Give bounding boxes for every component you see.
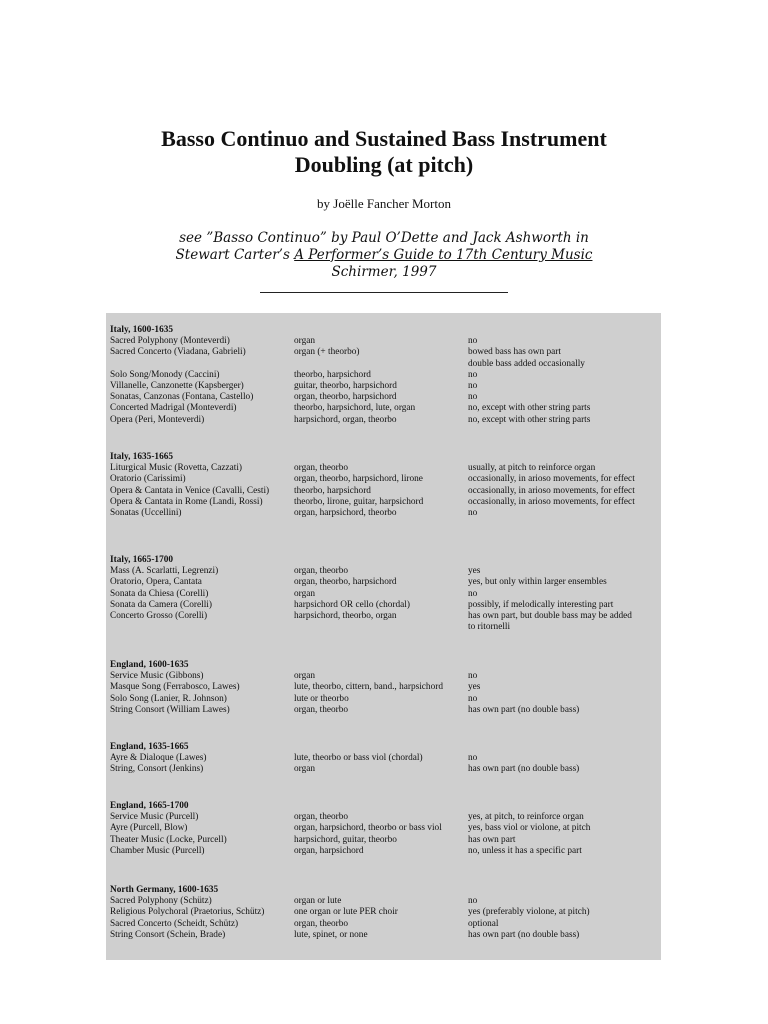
table-row bbox=[106, 682, 661, 693]
doubling-cell: yes (preferably violone, at pitch) bbox=[468, 907, 590, 918]
work-cell: String, Consort (Jenkins) bbox=[110, 764, 204, 775]
table-row bbox=[106, 896, 661, 907]
section-heading: Italy, 1600-1635 bbox=[110, 325, 174, 335]
work-cell: Sonata da Chiesa (Corelli) bbox=[110, 588, 209, 599]
doubling-cell: occasionally, in arioso movements, for effect bbox=[468, 474, 635, 485]
instruments-cell: organ bbox=[294, 588, 315, 599]
work-cell: Sacred Polyphony (Schütz) bbox=[110, 896, 212, 907]
table-row bbox=[106, 577, 661, 588]
doubling-cell: bowed bass has own part bbox=[468, 347, 561, 358]
table-row bbox=[106, 566, 661, 577]
work-cell: Oratorio, Opera, Cantata bbox=[110, 577, 202, 588]
table-row bbox=[106, 392, 661, 403]
doubling-cell: has own part (no double bass) bbox=[468, 704, 580, 715]
doubling-cell: has own part, but double bass may be added bbox=[468, 611, 632, 621]
section-heading: North Germany, 1600-1635 bbox=[110, 885, 219, 895]
table-row bbox=[106, 671, 661, 682]
instruments-cell: organ, theorbo bbox=[294, 704, 349, 715]
work-cell: Sonatas, Canzonas (Fontana, Castello) bbox=[110, 392, 254, 403]
instruments-cell: guitar, theorbo, harpsichord bbox=[294, 381, 397, 391]
instruments-cell: organ, theorbo bbox=[294, 812, 349, 823]
table-row bbox=[106, 336, 661, 347]
doubling-cell: no bbox=[468, 381, 478, 391]
doubling-cell: no bbox=[468, 588, 478, 599]
table-row bbox=[106, 907, 661, 918]
table-row bbox=[106, 835, 661, 846]
title-line-2: Doubling (at pitch) bbox=[294, 152, 474, 177]
doubling-cell: yes, at pitch, to reinforce organ bbox=[468, 812, 584, 823]
instruments-cell: harpsichord, guitar, theorbo bbox=[294, 834, 397, 845]
instruments-cell: organ, theorbo bbox=[294, 463, 349, 474]
table-row bbox=[106, 812, 661, 823]
table-row bbox=[106, 694, 661, 705]
work-cell: Religious Polychoral (Praetorius, Schütz) bbox=[110, 907, 265, 918]
work-cell: Sacred Concerto (Scheidt, Schütz) bbox=[110, 918, 239, 929]
doubling-cell: yes, but only within larger ensembles bbox=[468, 577, 607, 588]
work-cell: Opera & Cantata in Rome (Landi, Rossi) bbox=[110, 496, 263, 507]
author-byline: by Joëlle Fancher Morton bbox=[317, 196, 451, 211]
instruments-cell: lute, theorbo, cittern, band., harpsichord bbox=[294, 682, 443, 693]
instruments-cell: organ bbox=[294, 671, 315, 682]
instruments-cell: organ, theorbo, harpsichord, lirone bbox=[294, 474, 423, 485]
doubling-cell: no, except with other string parts bbox=[468, 403, 591, 414]
doubling-table bbox=[106, 313, 661, 960]
doubling-cell: no bbox=[468, 369, 478, 380]
document-title bbox=[0, 126, 768, 178]
section-heading: England, 1635-1665 bbox=[110, 742, 189, 752]
doubling-cell: occasionally, in arioso movements, for effect bbox=[468, 496, 635, 507]
instruments-cell: organ, harpsichord bbox=[294, 845, 364, 856]
title-line-1: Basso Continuo and Sustained Bass Instrument bbox=[161, 126, 607, 151]
table-row bbox=[106, 705, 661, 716]
table-row bbox=[106, 622, 661, 633]
doubling-cell: no, unless it has a specific part bbox=[468, 845, 582, 856]
doubling-cell: no bbox=[468, 336, 478, 347]
instruments-cell: lute or theorbo bbox=[294, 693, 349, 704]
work-cell: Concerted Madrigal (Monteverdi) bbox=[110, 403, 237, 414]
instruments-cell: organ, harpsichord, theorbo bbox=[294, 508, 397, 518]
work-cell: Ayre & Dialoque (Lawes) bbox=[110, 753, 207, 764]
table-row bbox=[106, 919, 661, 930]
table-row bbox=[106, 463, 661, 474]
work-cell: Chamber Music (Purcell) bbox=[110, 845, 205, 856]
instruments-cell: organ bbox=[294, 764, 315, 775]
work-cell: Opera (Peri, Monteverdi) bbox=[110, 414, 205, 425]
work-cell: Theater Music (Locke, Purcell) bbox=[110, 834, 227, 845]
table-row bbox=[106, 930, 661, 941]
doubling-cell: no, except with other string parts bbox=[468, 414, 591, 425]
doubling-cell: possibly, if melodically interesting part bbox=[468, 599, 614, 610]
doubling-cell: no bbox=[468, 693, 478, 704]
table-row bbox=[106, 600, 661, 611]
table-row bbox=[106, 370, 661, 381]
separator-rule bbox=[260, 292, 508, 293]
instruments-cell: theorbo, harpsichord bbox=[294, 369, 371, 380]
work-cell: Oratorio (Carissimi) bbox=[110, 474, 186, 485]
table-row bbox=[106, 486, 661, 497]
reference-pre: see ”Basso Continuo” by Paul O’Dette and Jack Ashworth in Stewart Carter’s bbox=[175, 230, 589, 263]
section-heading: Italy, 1635-1665 bbox=[110, 452, 174, 462]
work-cell: Sonata da Camera (Corelli) bbox=[110, 599, 212, 610]
instruments-cell: theorbo, harpsichord bbox=[294, 485, 371, 496]
instruments-cell: organ bbox=[294, 336, 315, 347]
doubling-cell: yes bbox=[468, 566, 481, 577]
work-cell: Liturgical Music (Rovetta, Cazzati) bbox=[110, 463, 243, 474]
table-row bbox=[106, 589, 661, 600]
work-cell: Sonatas (Uccellini) bbox=[110, 508, 182, 518]
section-heading: England, 1665-1700 bbox=[110, 801, 189, 811]
doubling-cell: no bbox=[468, 392, 478, 403]
work-cell: Service Music (Gibbons) bbox=[110, 671, 204, 682]
instruments-cell: harpsichord OR cello (chordal) bbox=[294, 599, 410, 610]
reference-note bbox=[150, 230, 618, 281]
table-row bbox=[106, 403, 661, 414]
reference-book-title: A Performer’s Guide to 17th Century Music bbox=[294, 247, 593, 263]
table-row bbox=[106, 508, 661, 519]
instruments-cell: one organ or lute PER choir bbox=[294, 907, 398, 918]
doubling-cell: no bbox=[468, 508, 478, 518]
table-row bbox=[106, 347, 661, 358]
reference-post: Schirmer, 1997 bbox=[331, 264, 437, 280]
work-cell: Villanelle, Canzonette (Kapsberger) bbox=[110, 381, 244, 391]
table-row bbox=[106, 611, 661, 622]
instruments-cell: organ, theorbo, harpsichord bbox=[294, 392, 397, 403]
doubling-cell: optional bbox=[468, 918, 499, 929]
table-row bbox=[106, 415, 661, 426]
doubling-cell: double bass added occasionally bbox=[468, 358, 585, 369]
doubling-cell: usually, at pitch to reinforce organ bbox=[468, 463, 596, 474]
instruments-cell: theorbo, lirone, guitar, harpsichord bbox=[294, 496, 424, 507]
doubling-cell: yes bbox=[468, 682, 481, 693]
section-heading: England, 1600-1635 bbox=[110, 660, 189, 670]
doubling-cell: no bbox=[468, 753, 478, 764]
table-row bbox=[106, 846, 661, 857]
instruments-cell: harpsichord, organ, theorbo bbox=[294, 414, 397, 425]
table-row bbox=[106, 497, 661, 508]
work-cell: Concerto Grosso (Corelli) bbox=[110, 611, 208, 621]
work-cell: Service Music (Purcell) bbox=[110, 812, 199, 823]
work-cell: Masque Song (Ferrabosco, Lawes) bbox=[110, 682, 240, 693]
work-cell: Ayre (Purcell, Blow) bbox=[110, 823, 188, 834]
instruments-cell: harpsichord, theorbo, organ bbox=[294, 611, 397, 621]
instruments-cell: lute, theorbo or bass viol (chordal) bbox=[294, 753, 423, 764]
instruments-cell: theorbo, harpsichord, lute, organ bbox=[294, 403, 416, 414]
section-heading: Italy, 1665-1700 bbox=[110, 555, 174, 565]
doubling-cell: occasionally, in arioso movements, for effect bbox=[468, 485, 635, 496]
table-row bbox=[106, 823, 661, 834]
work-cell: Sacred Polyphony (Monteverdi) bbox=[110, 336, 230, 347]
instruments-cell: organ, harpsichord, theorbo or bass viol bbox=[294, 823, 442, 834]
instruments-cell: organ or lute bbox=[294, 896, 342, 907]
work-cell: Sacred Concerto (Viadana, Gabrieli) bbox=[110, 347, 246, 358]
table-row bbox=[106, 753, 661, 764]
doubling-cell: yes, bass viol or violone, at pitch bbox=[468, 823, 591, 834]
doubling-cell: has own part (no double bass) bbox=[468, 929, 580, 940]
table-row bbox=[106, 381, 661, 392]
instruments-cell: organ, theorbo bbox=[294, 566, 349, 577]
doubling-cell: has own part bbox=[468, 834, 516, 845]
work-cell: Mass (A. Scarlatti, Legrenzi) bbox=[110, 566, 219, 577]
instruments-cell: organ, theorbo, harpsichord bbox=[294, 577, 397, 588]
work-cell: String Consort (Schein, Brade) bbox=[110, 929, 226, 940]
doubling-cell: no bbox=[468, 896, 478, 907]
instruments-cell: organ, theorbo bbox=[294, 918, 349, 929]
instruments-cell: organ (+ theorbo) bbox=[294, 347, 360, 358]
table-row bbox=[106, 764, 661, 775]
instruments-cell: lute, spinet, or none bbox=[294, 929, 368, 940]
doubling-cell: to ritornelli bbox=[468, 622, 511, 633]
work-cell: Solo Song/Monody (Caccini) bbox=[110, 369, 220, 380]
work-cell: Solo Song (Lanier, R. Johnson) bbox=[110, 693, 227, 704]
doubling-cell: has own part (no double bass) bbox=[468, 764, 580, 775]
table-row bbox=[106, 359, 661, 370]
work-cell: Opera & Cantata in Venice (Cavalli, Cesti) bbox=[110, 485, 270, 496]
work-cell: String Consort (William Lawes) bbox=[110, 704, 230, 715]
table-row bbox=[106, 474, 661, 485]
doubling-cell: no bbox=[468, 671, 478, 682]
